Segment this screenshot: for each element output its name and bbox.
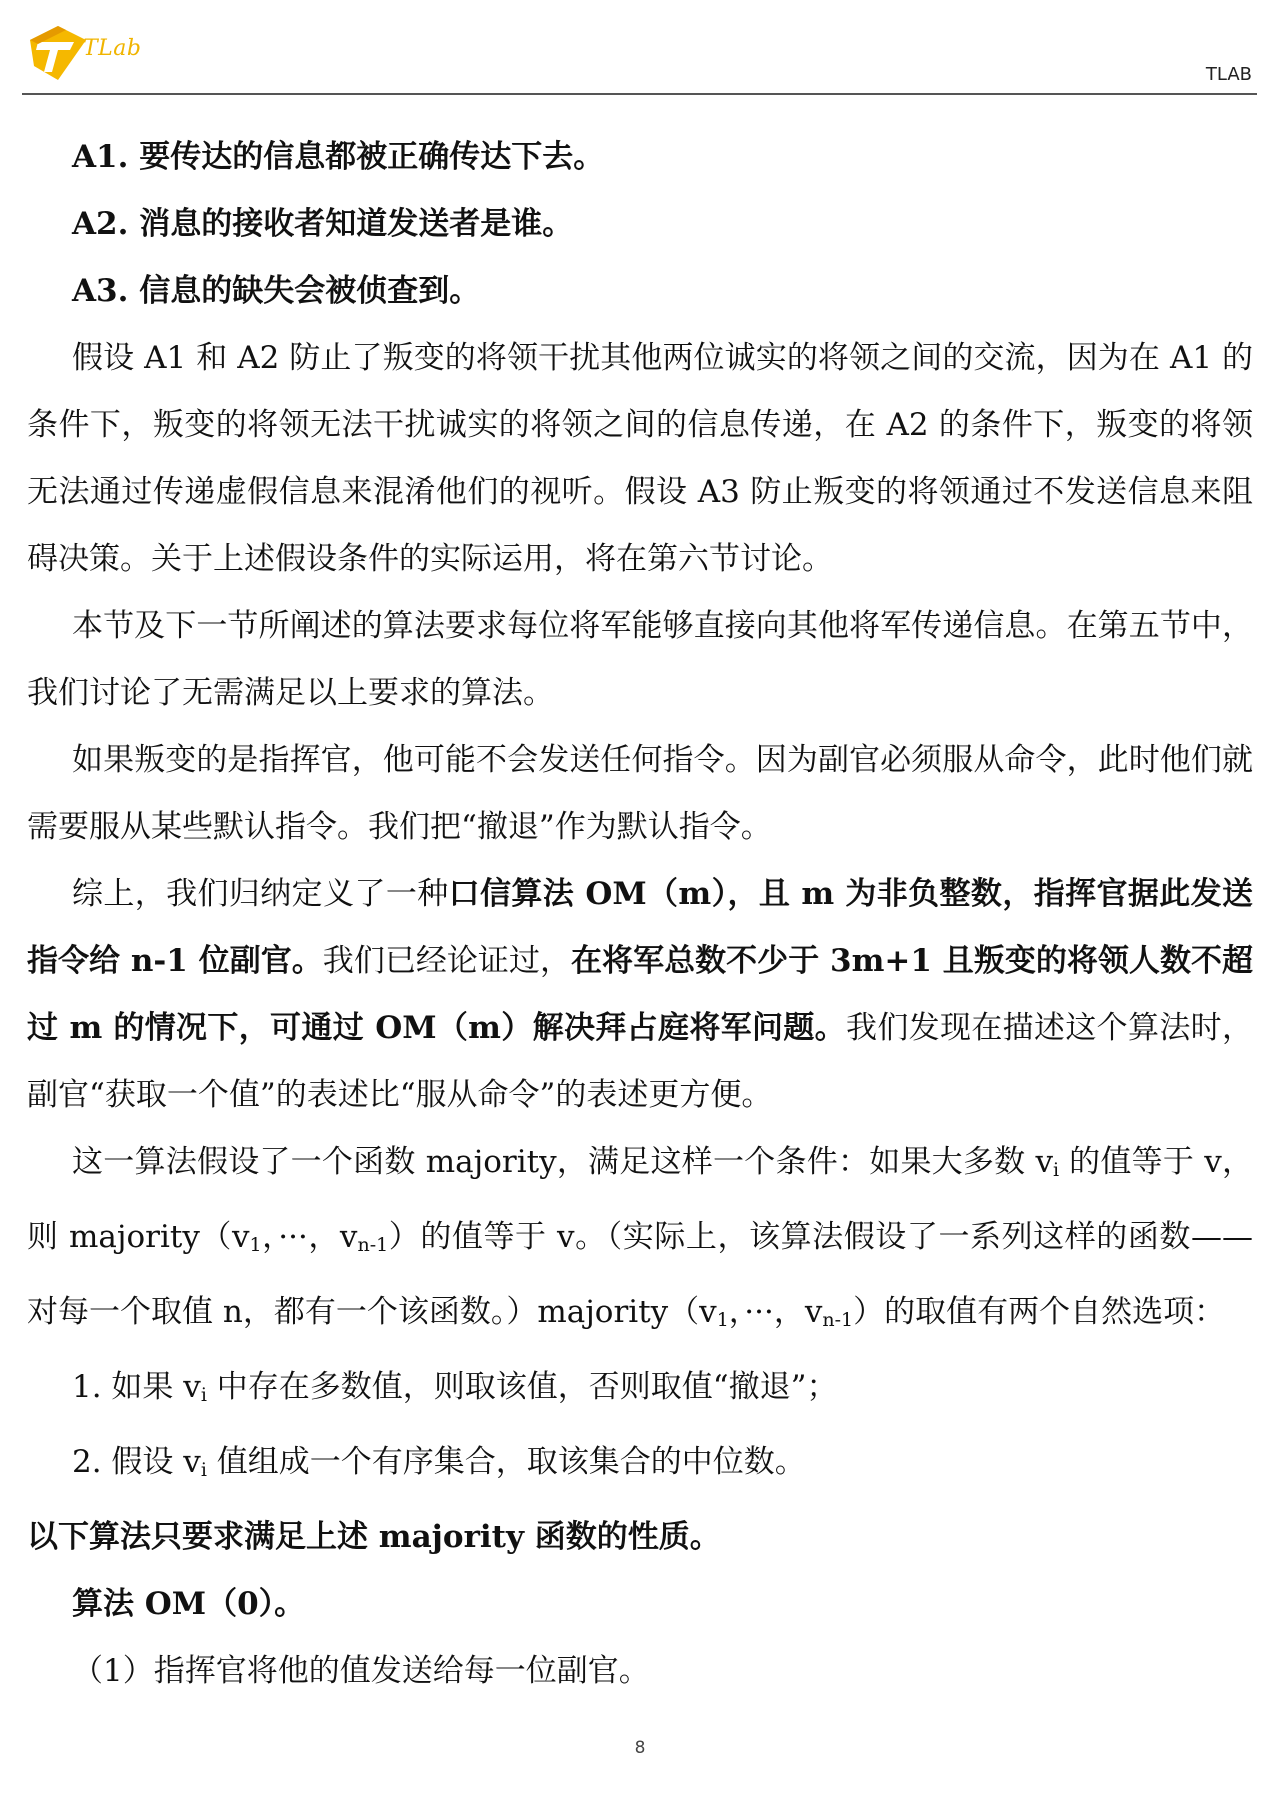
text-run: 我们已经论证过， bbox=[322, 943, 572, 979]
page-number: 8 bbox=[634, 1738, 646, 1758]
text-run: 1. 如果 v bbox=[72, 1369, 201, 1405]
list-item bbox=[27, 1429, 1253, 1504]
paragraph-om-definition bbox=[27, 861, 1253, 1129]
paragraph-assumptions: 假设 A1 和 A2 防止了叛变的将领干扰其他两位诚实的将领之间的交流，因为在 A1 的条件下，叛变的将领无法干扰诚实的将领之间的信息传递，在 A2 的条件下，叛变的将领无法通过传递虚假信息来混淆他们的视听。假设 A3 防止叛变的将领通过不发送信息来阻碍决策。关于上述假设条件的实际运用，将在第六节讨论。 bbox=[27, 340, 1253, 577]
subscript: 1 bbox=[249, 1234, 262, 1256]
paragraph-direct-messages: 本节及下一节所阐述的算法要求每位将军能够直接向其他将军传递信息。在第五节中，我们讨论了无需满足以上要求的算法。 bbox=[27, 608, 1253, 711]
paragraph-majority bbox=[27, 1129, 1253, 1354]
page-content bbox=[27, 124, 1253, 1705]
subscript: i bbox=[200, 1384, 207, 1406]
assumption-a2: A2. 消息的接收者知道发送者是谁。 bbox=[72, 206, 574, 242]
text-run: 中存在多数值，则取该值，否则取值“撤退”； bbox=[206, 1369, 838, 1405]
list-item bbox=[27, 1354, 1253, 1429]
text-run: 值组成一个有序集合，取该集合的中位数。 bbox=[206, 1444, 806, 1480]
algorithm-title: 算法 OM（0）。 bbox=[72, 1586, 306, 1622]
subscript: 1 bbox=[716, 1309, 729, 1331]
assumption-a3: A3. 信息的缺失会被侦查到。 bbox=[72, 273, 481, 309]
text-run: ，···，v bbox=[261, 1219, 358, 1255]
text-run: 2. 假设 v bbox=[72, 1444, 201, 1480]
paragraph-default-order: 如果叛变的是指挥官，他可能不会发送任何指令。因为副官必须服从命令，此时他们就需要服从某些默认指令。我们把“撤退”作为默认指令。 bbox=[27, 742, 1253, 845]
header-divider bbox=[22, 93, 1257, 95]
bold-run: 在将军总数不少于 3m+1 且叛变的将领人数不超过 m 的情况下，可通过 OM（m）解决拜占庭将军问题。 bbox=[27, 943, 1254, 1046]
header-label: TLAB bbox=[1205, 64, 1252, 85]
majority-requirement: 以下算法只要求满足上述 majority 函数的性质。 bbox=[27, 1519, 721, 1555]
subscript: i bbox=[200, 1459, 207, 1481]
text-run: 我们发现在描述这个算法时，副官“获取一个值”的表述比“服从命令”的表述更方便。 bbox=[27, 1010, 1254, 1113]
subscript: n-1 bbox=[357, 1234, 389, 1256]
subscript: n-1 bbox=[822, 1309, 854, 1331]
text-run: ，···，v bbox=[728, 1294, 823, 1330]
subscript: i bbox=[1053, 1159, 1060, 1181]
text-run: 这一算法假设了一个函数 majority，满足这样一个条件：如果大多数 v bbox=[72, 1144, 1054, 1180]
text-run: ）的取值有两个自然选项： bbox=[853, 1294, 1226, 1330]
text-run: ）的值等于 v。（实际上，该算法假设了一系列这样的函数——对每一个取值 n，都有一个该函数。）majority（v bbox=[27, 1219, 1253, 1330]
algorithm-step-1: （1）指挥官将他的值发送给每一位副官。 bbox=[72, 1653, 650, 1689]
text-run: 的值等于 v，则 majority（v bbox=[27, 1144, 1253, 1255]
logo-text: TLab bbox=[83, 36, 142, 61]
text-run: 综上，我们归纳定义了一种 bbox=[72, 876, 449, 912]
page-header bbox=[0, 0, 1280, 100]
assumption-a1: A1. 要传达的信息都被正确传达下去。 bbox=[72, 139, 605, 175]
bold-run: 口信算法 OM（m），且 m 为非负整数，指挥官据此发送指令给 n-1 位副官。 bbox=[27, 876, 1254, 979]
